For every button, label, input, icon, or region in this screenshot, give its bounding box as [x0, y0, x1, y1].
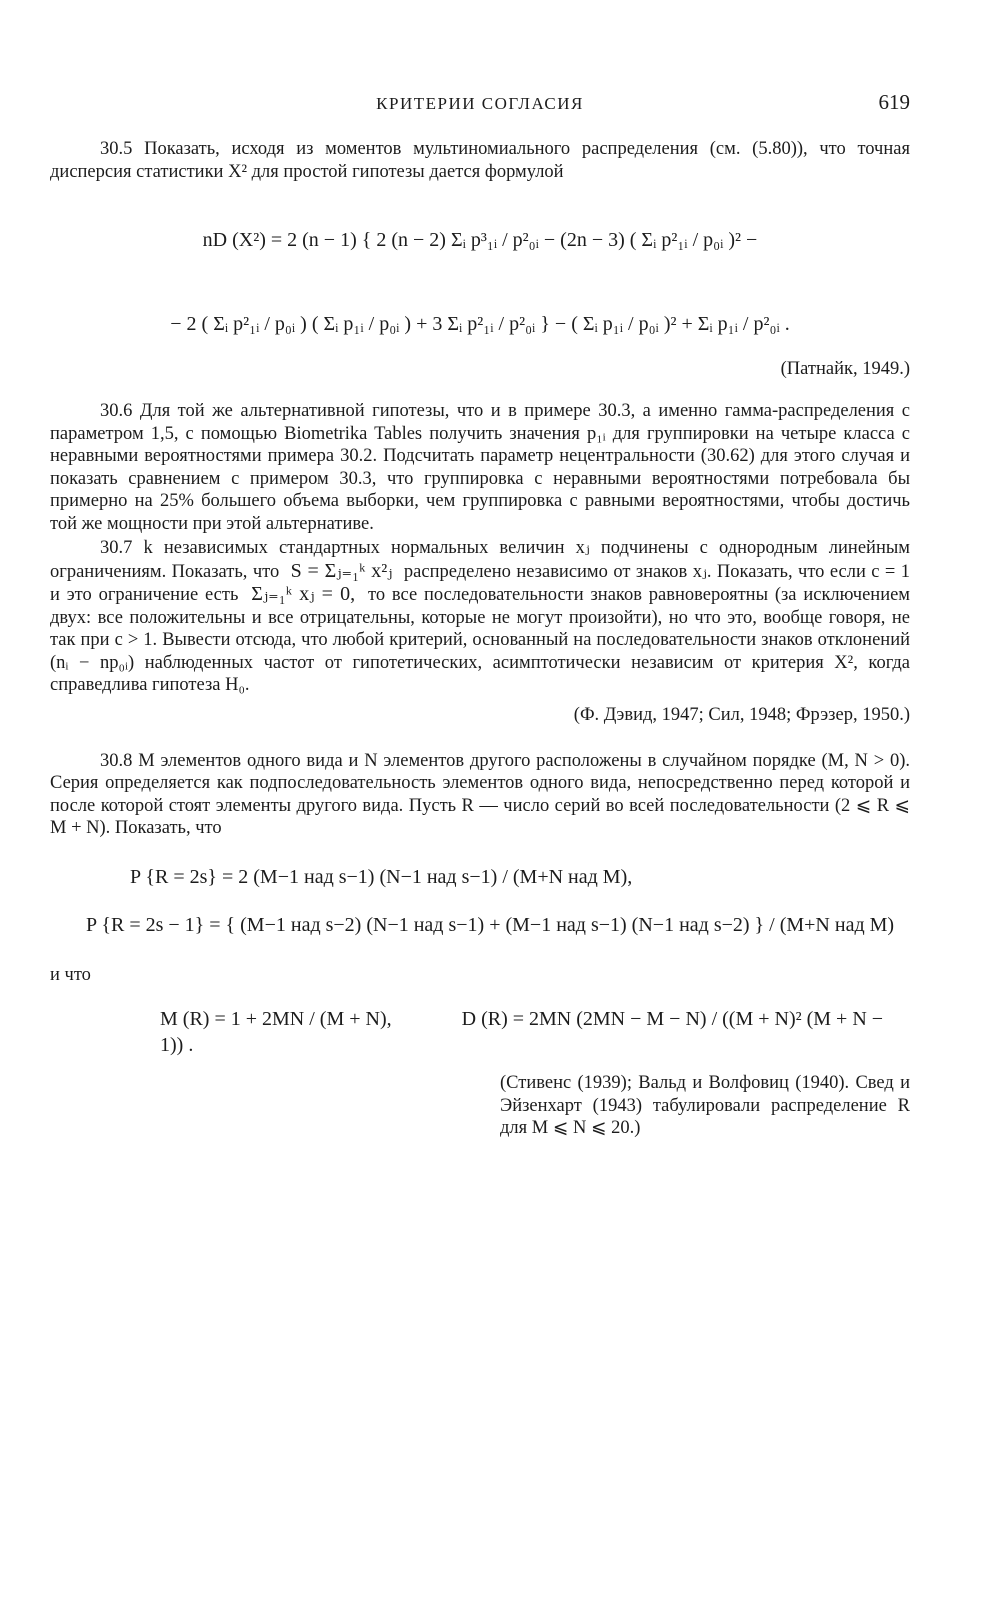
exercise-30-8-formula-2: P {R = 2s − 1} = { (M−1 над s−2) (N−1 над s−1) + (M−1 над s−1) (N−1 над s−2) } / (M+N над M)	[86, 913, 895, 936]
exercise-30-5-formula-line-1: nD (X²) = 2 (n − 1) { 2 (n − 2) Σᵢ p³₁ᵢ / p²₀ᵢ − (2n − 3) ( Σᵢ p²₁ᵢ / p₀ᵢ )² −	[202, 229, 758, 251]
running-head	[50, 90, 910, 124]
exercise-30-8-mean-formula: M (R) = 1 + 2MN / (M + N),	[160, 1008, 392, 1030]
page-number: 619	[878, 90, 910, 114]
exercise-30-7-sum-b: Σⱼ₌₁ᵏ xⱼ = 0,	[251, 583, 356, 605]
exercise-30-8-attribution: (Стивенс (1939); Вальд и Волфовиц (1940). Свед и Эйзенхарт (1943) табулировали распределение R для M ⩽ N ⩽ 20.)	[500, 1073, 910, 1138]
exercise-30-8-moments	[50, 1006, 910, 1058]
exercise-30-8-and-that: и что	[50, 964, 91, 985]
exercise-30-7-text-b: распределено независимо от знаков xⱼ. Показать, что если c = 1 и это ограничение есть	[50, 561, 911, 605]
exercise-30-6-text: 30.6 Для той же альтернативной гипотезы, что и в примере 30.3, а именно гамма-распределения с параметром 1,5, с помощью Biometrika Tables получить значения p₁ᵢ для группировки на четыре класса с неравными вероятностями примера 30.2. Подсчитать параметр нецентральности (30.62) для этого случая и показать сравнением с примером 30.3, что группировка с неравными вероятностями потребовала бы примерно на 25% большего объема выборки, чем группировка с равными вероятностями, чтобы достичь той же мощности при этой альтернативе.	[50, 401, 910, 534]
exercise-30-8-text: 30.8 M элементов одного вида и N элементов другого расположены в случайном порядке (M, N > 0). Серия определяется как подпоследовательность элементов одного вида, непосредственно перед которой и после которой стоят элементы другого вида. Пусть R — число серий во всей последовательности (2 ⩽ R ⩽ M + N). Показать, что	[50, 750, 910, 838]
exercise-30-8-variance-formula: D (R) = 2MN (2MN − M − N) / ((M + N)² (M + N − 1)) .	[160, 1008, 884, 1056]
exercise-30-8-formula-1: P {R = 2s} = 2 (M−1 над s−1) (N−1 над s−1) / (M+N над M),	[130, 865, 633, 888]
exercise-30-5-attribution: (Патнайк, 1949.)	[780, 359, 910, 379]
exercise-30-7-text-c: то все последовательности знаков равновероятны (за исключением двух: все положительны и все отрицательны, которые не могут произойти), но что это, вообще говоря, не так при c > 1. Вывести отсюда, что любой критерий, основанный на последовательности знаков отклонений (nᵢ − np₀ᵢ) наблюденных частот от гипотетических, асимптотически независим от критерия X², когда справедлива гипотеза H₀.	[50, 585, 911, 695]
exercise-30-7-attribution: (Ф. Дэвид, 1947; Сил, 1948; Фрэзер, 1950.)	[573, 704, 910, 725]
exercise-30-5-formula-line-2: − 2 ( Σᵢ p²₁ᵢ / p₀ᵢ ) ( Σᵢ p₁ᵢ / p₀ᵢ ) + 3 Σᵢ p²₁ᵢ / p²₀ᵢ } − ( Σᵢ p₁ᵢ / p₀ᵢ )² + Σᵢ p₁ᵢ / p²₀ᵢ .	[170, 313, 790, 335]
exercise-30-5-text: 30.5 Показать, исходя из моментов мультиномиального распределения (см. (5.80)), что точная дисперсия статистики X² для простой гипотезы дается формулой	[50, 139, 910, 182]
page	[50, 90, 910, 1140]
running-title: КРИТЕРИИ СОГЛАСИЯ	[376, 94, 584, 113]
exercise-30-7-sum-a: S = Σⱼ₌₁ᵏ x²ⱼ	[290, 559, 393, 582]
exercise-30-7-text-a	[50, 537, 910, 697]
exercise-30-7-text-a-body: 30.7 k независимых стандартных нормальных величин xⱼ подчинены c однородным линейным ограничениям. Показать, что	[50, 538, 910, 582]
